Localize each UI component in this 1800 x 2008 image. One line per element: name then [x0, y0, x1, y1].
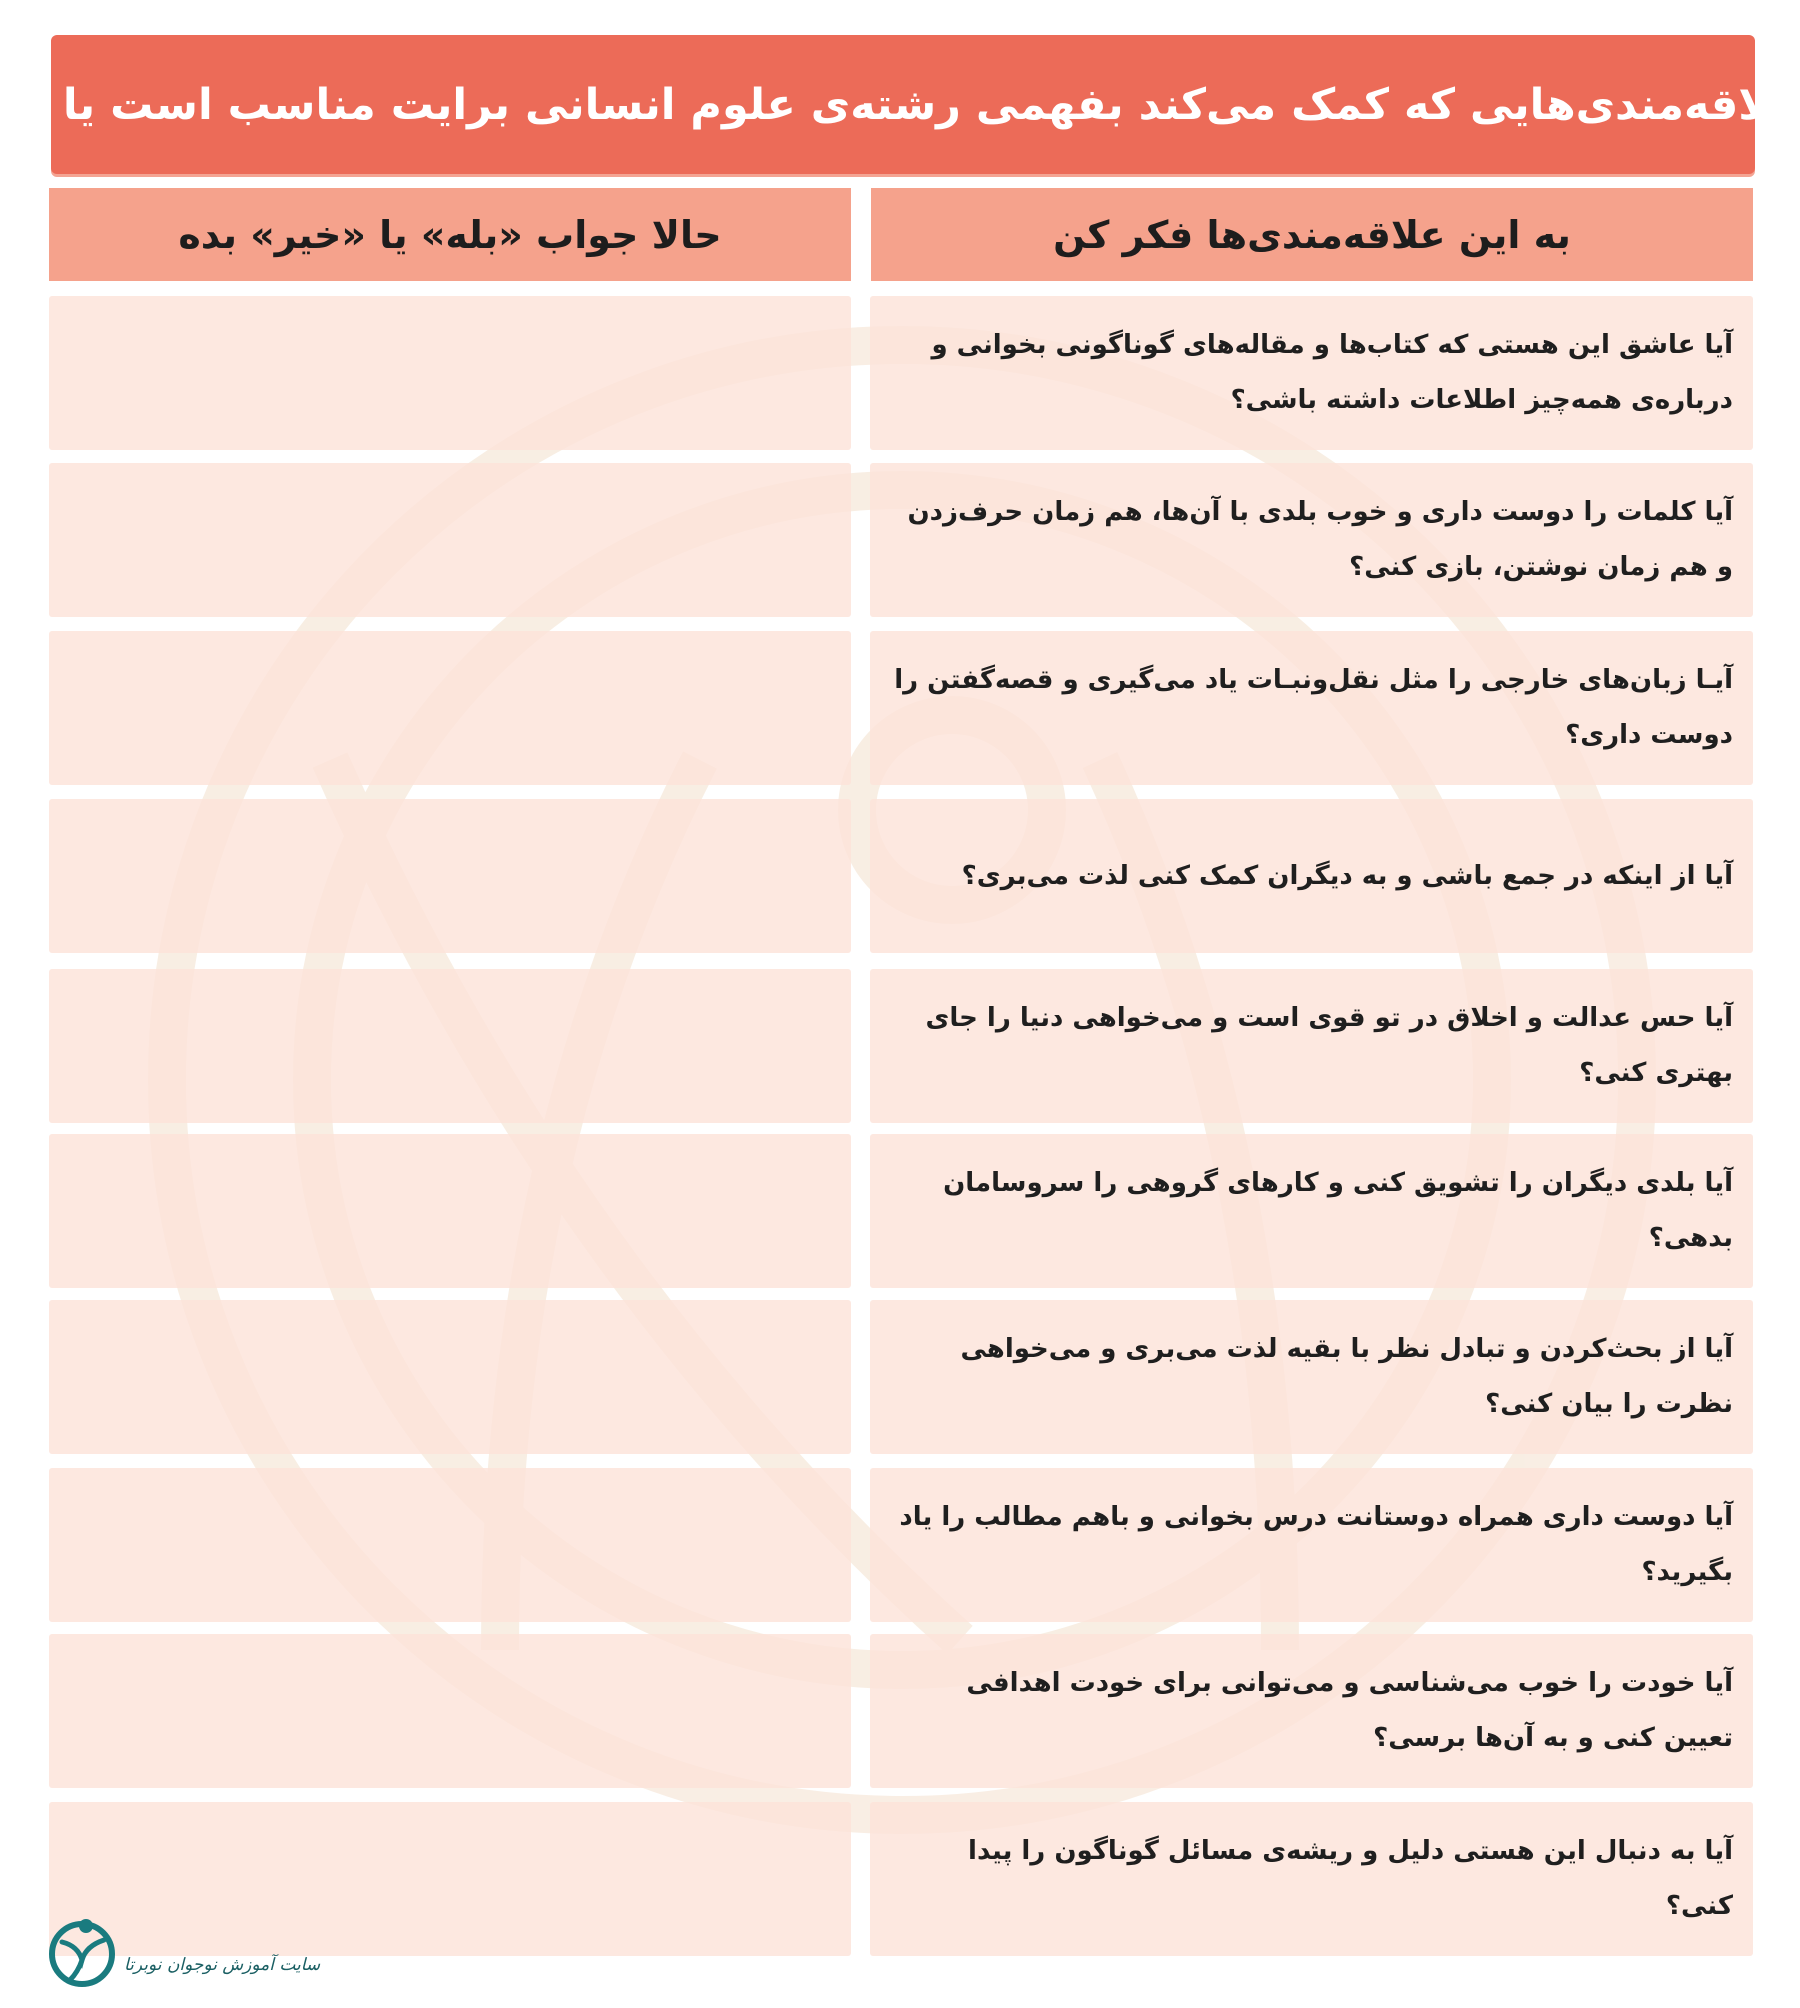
- answer-cell[interactable]: [49, 1634, 851, 1788]
- answer-cell[interactable]: [49, 799, 851, 953]
- questions-column-header: [871, 188, 1753, 281]
- logo-site-text: سایت آموزش نوجوان نوبرتا: [124, 1955, 321, 1975]
- question-cell: [870, 1802, 1753, 1956]
- question-text: آیا حس عدالت و اخلاق در تو قوی است و می‌خواهی دنیا را جای بهتری کنی؟: [925, 1003, 1733, 1088]
- question-text: آیا بلدی دیگران را تشویق کنی و کارهای گروهی را سروسامان بدهی؟: [943, 1168, 1733, 1253]
- answer-cell[interactable]: [49, 1134, 851, 1288]
- question-text: آیا به دنبال این هستی دلیل و ریشه‌ی مسائل گوناگون را پیدا کنی؟: [968, 1836, 1733, 1921]
- answer-cell[interactable]: [49, 631, 851, 785]
- question-text: آیا خودت را خوب می‌شناسی و می‌توانی برای خودت اهدافی تعیین کنی و به آن‌ها برسی؟: [966, 1668, 1733, 1753]
- title-bar: [5, 35, 1800, 174]
- question-text: آیا از بحث‌کردن و تبادل نظر با بقیه لذت می‌بری و می‌خواهی نظرت را بیان کنی؟: [960, 1334, 1733, 1419]
- question-cell: [870, 1634, 1753, 1788]
- page-title: علاقه‌مندی‌هایی که کمک می‌کند بفهمی رشته‌ی علوم انسانی برایت مناسب است یا نه: [5, 79, 1800, 130]
- question-cell: [870, 1134, 1753, 1288]
- question-cell: [870, 463, 1753, 617]
- question-cell: [870, 296, 1753, 450]
- question-cell: [870, 631, 1753, 785]
- question-cell: [870, 1300, 1753, 1454]
- question-cell: [870, 969, 1753, 1123]
- question-text: آیا عاشق این هستی که کتاب‌ها و مقاله‌های گوناگونی بخوانی و درباره‌ی همه‌چیز اطلاعات داشته باشی؟: [931, 330, 1733, 415]
- site-logo[interactable]: [48, 1916, 328, 1988]
- question-cell: [870, 1468, 1753, 1622]
- question-text: آیـا زبان‌های خارجی را مثل نقل‌ونبـات یاد می‌گیری و قصه‌گفتن را دوست داری؟: [894, 665, 1733, 750]
- question-text: آیا کلمات را دوست داری و خوب بلدی با آن‌ها، هم زمان حرف‌زدن و هم زمان نوشتن، بازی کنی؟: [907, 497, 1733, 582]
- question-text: آیا از اینکه در جمع باشی و به دیگران کمک کنی لذت می‌بری؟: [961, 860, 1733, 891]
- answers-column-header: [49, 188, 851, 281]
- answers-header-label: حالا جواب «بله» یا «خیر» بده: [178, 212, 722, 257]
- answer-cell[interactable]: [49, 1300, 851, 1454]
- answer-cell[interactable]: [49, 969, 851, 1123]
- question-cell: [870, 799, 1753, 953]
- answer-cell[interactable]: [49, 296, 851, 450]
- answer-cell[interactable]: [49, 1468, 851, 1622]
- answer-cell[interactable]: [49, 463, 851, 617]
- person-circle-logo-icon: [48, 1916, 120, 1988]
- questions-header-label: به این علاقه‌مندی‌ها فکر کن: [1053, 212, 1571, 257]
- question-text: آیا دوست داری همراه دوستانت درس بخوانی و باهم مطالب را یاد بگیرید؟: [899, 1502, 1733, 1587]
